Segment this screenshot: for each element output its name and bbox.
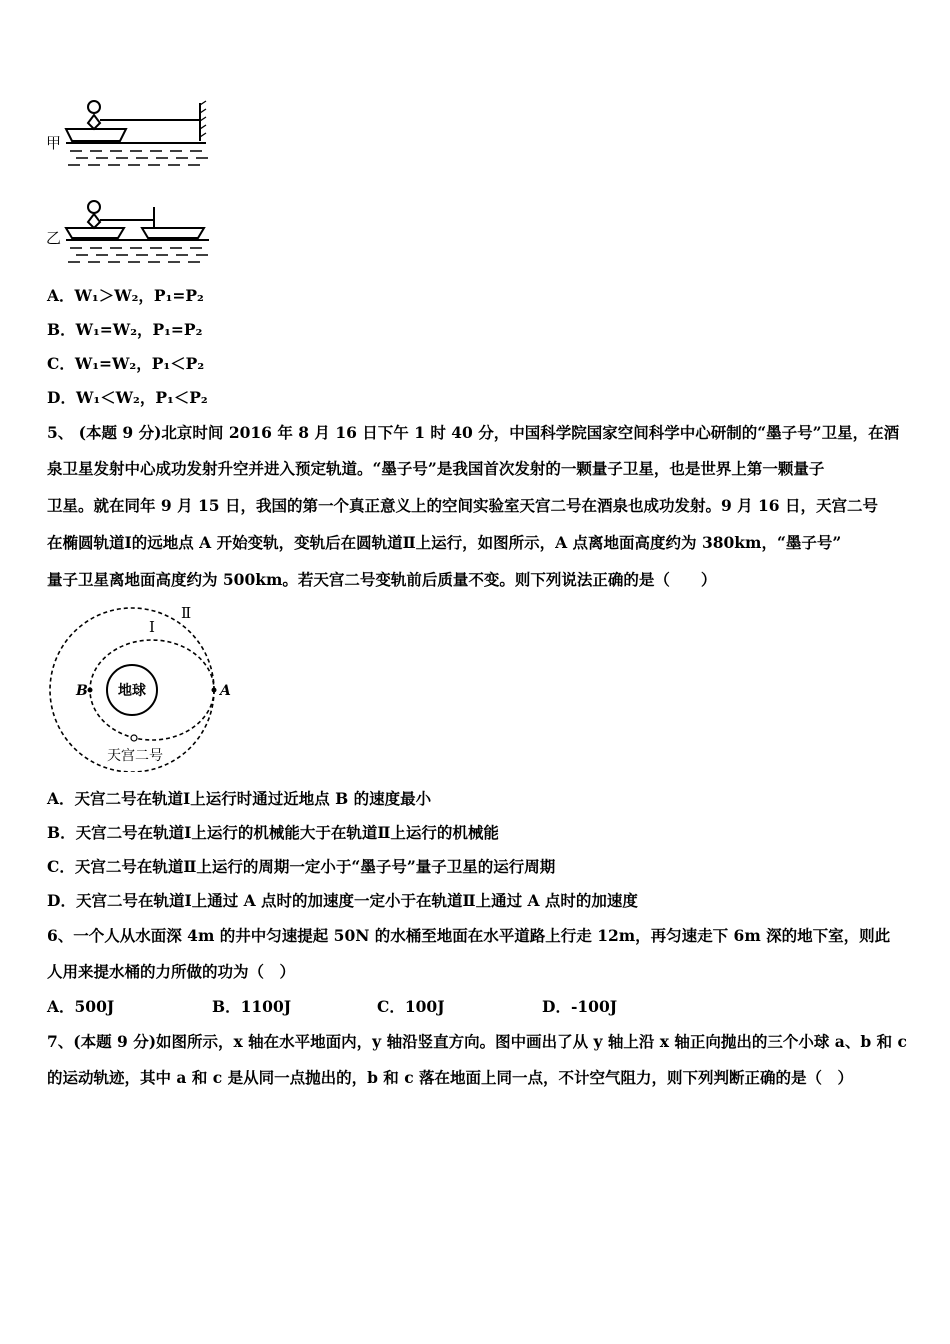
q6-option-d: D．-100J xyxy=(542,997,618,1016)
boat xyxy=(66,129,126,141)
q6-line: 人用来提水桶的力所做的功为（ ） xyxy=(47,962,296,981)
point-b-label: B xyxy=(76,683,88,699)
orbit-figure xyxy=(44,600,244,772)
q6-line: 6、一个人从水面深 4m 的井中匀速提起 50N 的水桶至地面在水平道路上行走 12m，再匀速走下 6m 深的地下室，则此 xyxy=(47,926,891,945)
boat-left xyxy=(66,228,124,238)
point-a-label: A xyxy=(220,683,231,699)
water-waves xyxy=(68,151,208,165)
orbit-1 xyxy=(90,640,214,740)
q5-line: 量子卫星离地面高度约为 500km。若天宫二号变轨前后质量不变。则下列说法正确的是（ ） xyxy=(47,570,717,589)
orbit-2-label: Ⅱ xyxy=(181,604,192,622)
label-yi: 乙 xyxy=(46,229,62,247)
station-marker xyxy=(131,735,137,741)
q4-option-c: C．W₁=W₂，P₁＜P₂ xyxy=(47,354,205,373)
q5-line: 5、 (本题 9 分)北京时间 2016 年 8 月 16 日下午 1 时 40 分，中国科学院国家空间科学中心研制的“墨子号”卫星，在酒 xyxy=(47,423,900,442)
q4-option-d: D．W₁＜W₂，P₁＜P₂ xyxy=(47,388,208,407)
water-waves xyxy=(68,248,208,262)
q7-line: 7、(本题 9 分)如图所示，x 轴在水平地面内，y 轴沿竖直方向。图中画出了从 y 轴上沿 x 轴正向抛出的三个小球 a、b 和 c xyxy=(47,1032,907,1051)
q4-option-a: A．W₁＞W₂，P₁=P₂ xyxy=(47,286,204,305)
q5-option-c: C．天宫二号在轨道Ⅱ上运行的周期一定小于“墨子号”量子卫星的运行周期 xyxy=(47,857,556,876)
q6-option-b: B．1100J xyxy=(212,997,292,1016)
point-b-dot xyxy=(88,688,93,693)
q6-option-c: C．100J xyxy=(377,997,445,1016)
q5-line: 泉卫星发射中心成功发射升空并进入预定轨道。“墨子号”是我国首次发射的一颗量子卫星，也是世界上第一颗量子 xyxy=(47,459,825,478)
boat-right xyxy=(142,228,204,238)
q5-option-d: D．天宫二号在轨道Ⅰ上通过 A 点时的加速度一定小于在轨道Ⅱ上通过 A 点时的加速度 xyxy=(47,891,638,910)
q7-line: 的运动轨迹，其中 a 和 c 是从同一点抛出的，b 和 c 落在地面上同一点，不计空气阻力，则下列判断正确的是（ ） xyxy=(47,1068,854,1087)
person-head xyxy=(88,201,100,213)
person-body xyxy=(88,115,100,129)
person-head xyxy=(88,101,100,113)
person-body xyxy=(88,214,100,228)
point-a-dot xyxy=(212,688,217,693)
q5-option-b: B．天宫二号在轨道Ⅰ上运行的机械能大于在轨道Ⅱ上运行的机械能 xyxy=(47,823,499,842)
q4-option-b: B．W₁=W₂，P₁=P₂ xyxy=(47,320,203,339)
q5-line: 在椭圆轨道Ⅰ的远地点 A 开始变轨，变轨后在圆轨道Ⅱ上运行，如图所示，A 点离地面高度约为 380km，“墨子号” xyxy=(47,533,842,552)
boat-figure xyxy=(44,95,219,275)
station-label: 天宫二号 xyxy=(107,748,163,764)
q6-option-a: A．500J xyxy=(47,997,115,1016)
q5-line: 卫星。就在同年 9 月 15 日，我国的第一个真正意义上的空间实验室天宫二号在酒泉也成功发射。9 月 16 日，天宫二号 xyxy=(47,496,878,515)
q5-option-a: A．天宫二号在轨道Ⅰ上运行时通过近地点 B 的速度最小 xyxy=(47,789,432,808)
earth-label: 地球 xyxy=(118,683,146,699)
orbit-1-label: Ⅰ xyxy=(149,618,155,636)
label-jia: 甲 xyxy=(46,134,62,152)
